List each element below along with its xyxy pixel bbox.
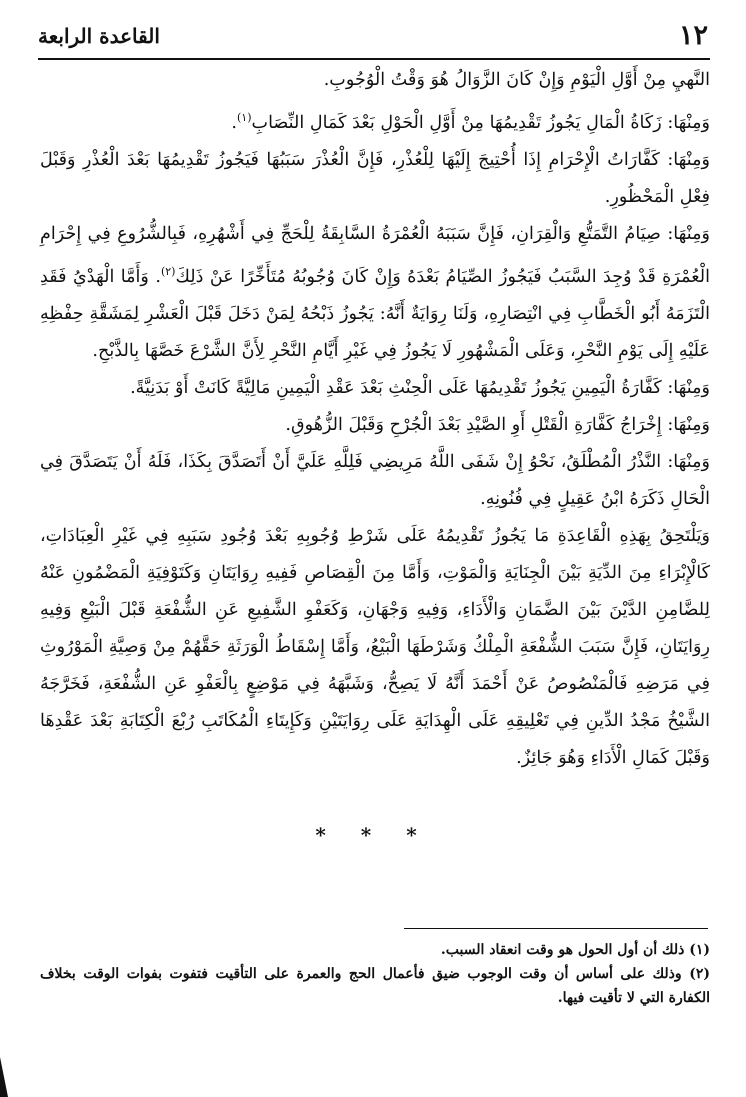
running-title: القاعدة الرابعة	[38, 24, 160, 48]
footnote-divider	[404, 928, 708, 929]
section-separator: * * *	[315, 823, 431, 847]
paragraph-zakat	[40, 99, 710, 142]
page-header	[38, 20, 708, 56]
paragraph-tamattu-fasting	[40, 216, 710, 370]
header-divider	[38, 58, 710, 60]
paragraph-tamattu-end: . وَأَمَّا الْهَدْيُ فَقَدِ الْتَزَمَهُ أَبُو الْخَطَّابِ فِي انْتِصَارِهِ، وَلَنَا رِوَايَةٌ أَنَّهُ: يَجُوزُ ذَبْحُهُ لِمَنْ دَخَلَ قَبْلَ الْعَشْرِ لِمَشَقَّةِ حِفْظِهِ عَلَيْهِ إِلَى يَوْمِ النَّحْرِ، وَعَلَى الْمَشْهُورِ لَا يَجُوزُ فِي غَيْرِ أَيَّامِ النَّحْرِ لِأَنَّ الشَّرْعَ خَصَّهَا بِالذَّبْحِ.	[40, 266, 710, 361]
paragraph-ihram-expiations: وَمِنْهَا: كَفَّارَاتُ الْإِحْرَامِ إِذَا أُحْتِيجَ إِلَيْهَا لِلْعُذْرِ، فَإِنَّ الْعُذْرَ سَبَبُهَا فَيَجُوزُ تَقْدِيمُهَا بَعْدَ الْعُذْرِ وَقَبْلَ فِعْلِ الْمَحْظُورِ.	[40, 149, 710, 207]
paragraph-continuation: النَّهيِ مِنْ أَوَّلِ الْيَوْمِ وَإِنْ كَانَ الزَّوَالُ هُوَ وَقْتُ الْوُجُوبِ.	[323, 70, 710, 90]
footnote-1: (١) ذلك أن أول الحول هو وقت انعقاد السبب.	[440, 942, 710, 958]
footnote-2: (٢) وذلك على أساس أن وقت الوجوب ضيق فأعمال الحج والعمرة على التأقيت فتفوت بفوات الوقت بخلاف الكفارة التي لا تأقيت فيها.	[40, 966, 710, 1006]
paragraph-absolute-vow: وَمِنْهَا: النَّذْرُ الْمُطْلَقُ، نَحْوُ إِنْ شَفَى اللَّهُ مَرِيضِي فَلِلَّهِ عَلَيَّ أَنْ أَتَصَدَّقَ بِكَذَا، فَلَهُ أَنْ يَتَصَدَّقَ فِي الْحَالِ ذَكَرَهُ ابْنُ عَقِيلٍ فِي فُنُونِهِ.	[40, 451, 710, 509]
paragraph-oath-expiation: وَمِنْهَا: كَفَّارَةُ الْيَمِينِ يَجُوزُ تَقْدِيمُهَا عَلَى الْحِنْثِ بَعْدَ عَقْدِ الْيَمِينِ مَالِيَّةً كَانَتْ أَوْ بَدَنِيَّةً.	[130, 377, 710, 398]
paragraph-zakat-text: وَمِنْهَا: زَكَاةُ الْمَالِ يَجُوزُ تَقْدِيمُهَا مِنْ أَوَّلِ الْحَوْلِ بَعْدَ كَمَالِ النِّصَابِ	[251, 112, 710, 133]
footnote-ref-1[interactable]: (١)	[236, 111, 252, 124]
scan-edge-mark	[0, 1057, 8, 1097]
main-text	[40, 62, 710, 777]
paragraph-zakat-end: .	[231, 112, 237, 133]
paragraph-killing-expiation: وَمِنْهَا: إِخْرَاجُ كَفَّارَةِ الْقَتْلِ أَوِ الصَّيْدِ بَعْدَ الْجُرْحِ وَقَبْلَ الزُّهُوقِ.	[285, 414, 710, 435]
paragraph-tamattu-text: وَمِنْهَا: صِيَامُ التَّمَتُّعِ وَالْقِرَانِ، فَإِنَّ سَبَبَهُ الْعُمْرَةُ السَّابِقَةُ لِلْحَجِّ فِي أَشْهُرِهِ، فَبِالشُّرُوعِ فِي إِحْرَامِ الْعُمْرَةِ قَدْ وُجِدَ السَّبَبُ فَيَجُوزُ الصِّيَامُ بَعْدَهُ وَإِنْ كَانَ وُجُوبُهُ مُتَأَخِّرًا عَنْ ذَلِكَ	[40, 223, 710, 287]
paragraph-non-worship: وَيَلْتَحِقُ بِهَذِهِ الْقَاعِدَةِ مَا يَجُوزُ تَقْدِيمُهُ عَلَى شَرْطِ وُجُوبِهِ بَعْدَ وُجُودِ سَبَبِهِ فِي غَيْرِ الْعِبَادَاتِ، كَالْإِبْرَاءِ مِنَ الدِّيَةِ بَيْنَ الْجِنَايَةِ وَالْمَوْتِ، وَأَمَّا مِنَ الْقِصَاصِ فَفِيهِ رِوَايَتَانِ وَكَتَوْفِيَةِ الْمَضْمُونِ عَنْهُ لِلضَّامِنِ الدَّيْنَ بَيْنَ الضَّمَانِ وَالْأَدَاءِ، وَفِيهِ وَجْهَانِ، وَكَعَفْوِ الشَّفِيعِ عَنِ الشُّفْعَةِ قَبْلَ الْبَيْعِ وَفِيهِ رِوَايَتَانِ، فَإِنَّ سَبَبَ الشُّفْعَةِ الْمِلْكُ وَشَرْطَهَا الْبَيْعُ، وَأَمَّا إِسْقَاطُ الْوَرَثَةِ حَقَّهُمْ مِنْ وَصِيَّةِ الْمَوْرُوثِ فِي مَرَضِهِ فَالْمَنْصُوصُ عَنْ أَحْمَدَ أَنَّهُ لَا يَصِحُّ، وَشَبَّهَهُ فِي مَوْضِعٍ بِالْعَفْوِ عَنِ الشُّفْعَةِ، فَخَرَّجَهُ الشَّيْخُ مَجْدُ الدِّينِ فِي تَعْلِيقِهِ عَلَى الْهِدَايَةِ عَلَى رِوَايَتَيْنِ وَكَإِيتَاءِ الْمُكَاتَبِ رُبْعَ الْكِتَابَةِ بَعْدَ عَقْدِهَا وَقَبْلَ كَمَالِ الْأَدَاءِ وَهُوَ جَائِزٌ.	[40, 525, 710, 768]
footnotes	[40, 938, 710, 1010]
footnote-ref-2[interactable]: (٢)	[160, 264, 176, 278]
page-number: ١٢	[678, 20, 708, 51]
